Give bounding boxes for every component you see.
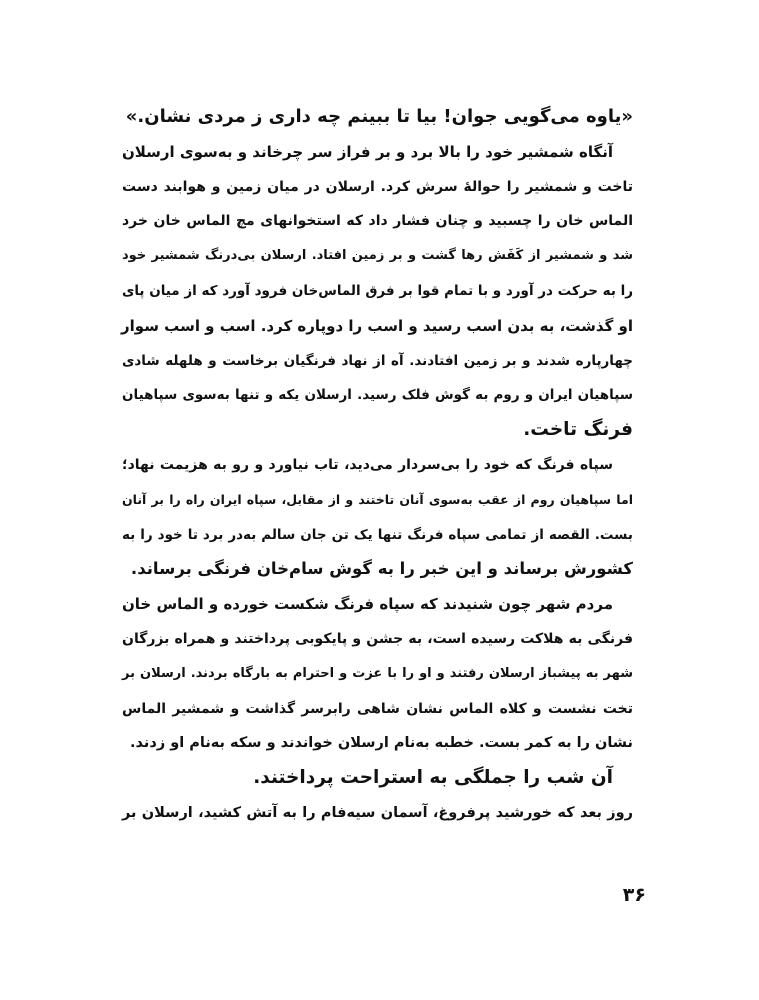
text-line: مردم شهر چون شنیدند که سپاه فرنگ شکست خورده و الماس خان xyxy=(122,595,613,614)
text-line: اما سپاهیان روم از عقب به‌سوی آنان تاختند و از مقابل، سپاه ایران راه را بر آنان xyxy=(122,491,633,507)
page-number: ۳۶ xyxy=(622,884,646,906)
text-line: چهارپاره شدند و بر زمین افتادند. آه از نهاد فرنگیان برخاست و هلهله شادی xyxy=(122,352,633,369)
body-text xyxy=(122,100,633,831)
text-line: الماس خان را چسبید و چنان فشار داد که استخوانهای مچ الماس خان خرد xyxy=(122,213,633,230)
text-line: فرنگی به هلاکت رسیده است، به جشن و پایکوبی پرداختند و همراه بزرگان xyxy=(122,630,633,647)
text-line: تاخت و شمشیر را حوالهٔ سرش کرد. ارسلان در میان زمین و هوابند دست xyxy=(122,178,633,195)
text-line: بست. القصه از تمامی سپاه فرنگ تنها یک تن جان سالم به‌در برد تا خود را به xyxy=(122,526,633,543)
text-line: آن شب را جملگی به استراحت پرداختند. xyxy=(253,767,613,789)
text-line: «یاوه می‌گویی جوان! بیا تا ببینم چه داری ز مردی نشان.» xyxy=(125,106,633,127)
text-line: سپاه فرنگ که خود را بی‌سردار می‌دید، تاب نیاورد و رو به هزیمت نهاد؛ xyxy=(122,456,613,473)
text-line: سپاهیان ایران و روم به گوش فلک رسید. ارسلان یکه و تنها به‌سوی سپاهیان xyxy=(122,387,633,404)
text-line: فرنگ تاخت. xyxy=(523,419,633,441)
text-line: او گذشت، به بدن اسب رسید و اسب را دوپاره کرد. اسب و اسب سوار xyxy=(121,316,633,335)
text-line: نشان را به کمر بست. خطبه به‌نام ارسلان خواندند و سکه به‌نام او زدند. xyxy=(130,735,633,752)
text-line: آنگاه شمشیر خود را بالا برد و بر فراز سر چرخاند و به‌سوی ارسلان xyxy=(121,142,613,161)
text-line: کشورش برساند و این خبر را به گوش سام‌خان فرنگی برساند. xyxy=(130,559,633,579)
text-line: تخت نشست و کلاه الماس نشان شاهی رابرسر گذاشت و شمشیر الماس xyxy=(122,700,633,717)
text-line: شهر به پیشباز ارسلان رفتند و او را با عزت و احترام به بارگاه بردند. ارسلان بر xyxy=(122,665,633,681)
text-line: را به حرکت در آورد و با تمام قوا بر فرق الماس‌خان فرود آورد که از میان پای xyxy=(121,282,633,299)
text-line: روز بعد که خورشید پرفروغ، آسمان سیه‌فام را به آتش کشید، ارسلان بر xyxy=(122,804,633,821)
text-line: شد و شمشیر از کَفَش رها گشت و بر زمین افتاد. ارسلان بی‌درنگ شمشیر خود xyxy=(122,248,633,264)
